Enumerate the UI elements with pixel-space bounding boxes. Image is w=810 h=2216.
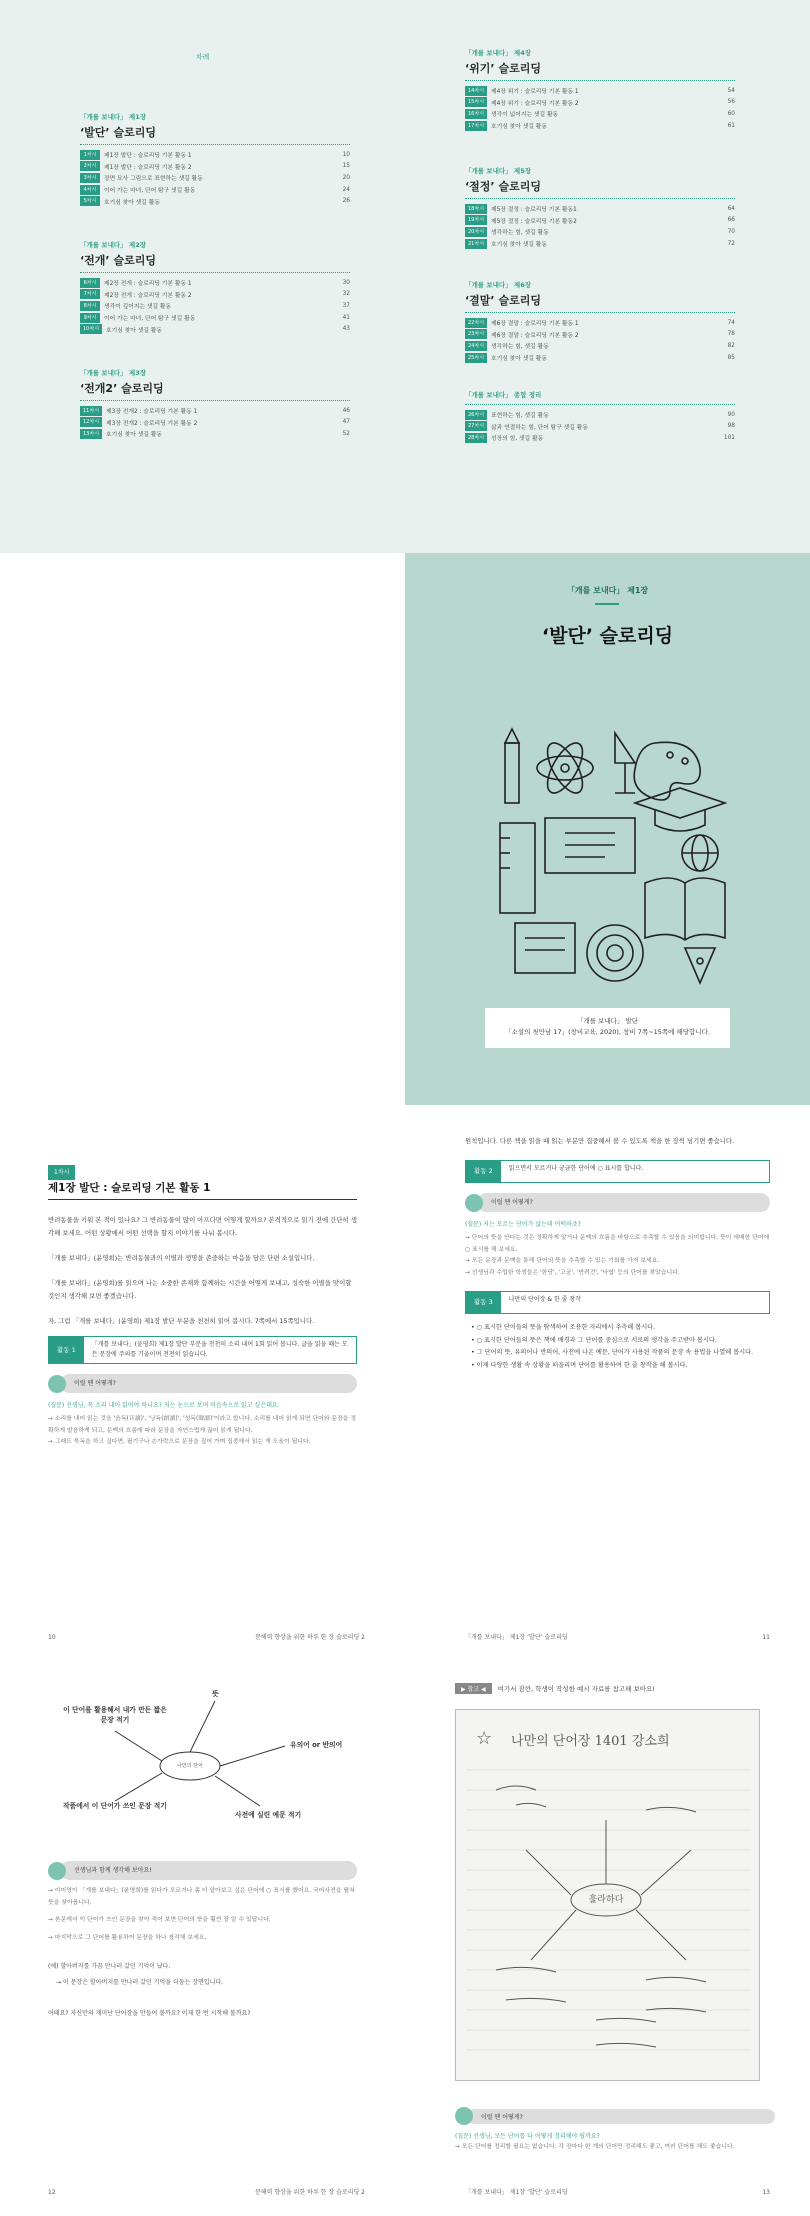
toc-page-number: 47 [342, 419, 350, 426]
toc-chapter-label: 「개를 보내다」 제4장 [465, 49, 532, 57]
globe-icon [682, 835, 718, 871]
bullet-item: • 이제 다양한 생활 속 상황을 떠올리며 단어를 활용하여 한 줄 창작을 해 봅시다. [471, 1361, 688, 1369]
answer: → 단어의 뜻을 안다는 것은 정확하게 알거나 문맥의 흐름을 바탕으로 추측할 수 있음을 의미합니다. 뜻이 애매한 단어에 ○ 표시를 해 보세요. [465, 1235, 770, 1253]
toc-entry-title: 생각이 깊어지는 샛길 활동 [104, 304, 172, 311]
session-tag: 7차시 [80, 289, 100, 299]
page-11 [405, 1105, 810, 1661]
map-node-work-sentence: 작품에서 이 단어가 쓰인 문장 적기 [63, 1802, 167, 1810]
toc-entry[interactable] [465, 203, 735, 215]
toc-page-number: 10 [342, 151, 350, 158]
toc-entry-title: 장면 묘사 그림으로 표현하는 샛길 활동 [104, 176, 203, 183]
toc-page-number: 15 [342, 163, 350, 170]
page-number: 13 [762, 2189, 770, 2196]
toc-entry-title: 제5장 절정 : 슬로리딩 기본 활동2 [491, 218, 577, 225]
tip-bubble [48, 1374, 357, 1393]
toc-page-number: 101 [723, 434, 735, 441]
toc-chapter-title[interactable]: ‘결말’ 슬로리딩 [465, 292, 735, 313]
toc-page-number: 90 [727, 411, 735, 418]
toc-page-number: 37 [342, 302, 350, 309]
toc-chapter-block [465, 390, 735, 444]
session-tag: 14차시 [465, 86, 487, 96]
toc-page-number: 82 [727, 342, 735, 349]
toc-heading: 차례 [195, 53, 210, 61]
chapter-cover-page [405, 553, 810, 1105]
tip-label: 이럴 땐 어떻게? [477, 1193, 770, 1212]
pages-10-11-spread [0, 1105, 810, 1661]
session-tag: 18차시 [465, 204, 487, 214]
toc-entry-title: 제5장 절정 : 슬로리딩 기본 활동1 [491, 207, 577, 214]
page-13 [405, 1661, 810, 2216]
toc-entry[interactable] [80, 184, 350, 196]
answer: → 소리를 내어 읽는 것을 '음독(音讀)', '낭독(朗讀)', '성독(聲讀)'이라고 합니다. 소리를 내어 읽게 되면 단어와 문장을 정확하게 발음하게 되고, 문맥의 흐름에 따라 문장을 자연스럽게 끊어 읽게 됩니다. [48, 1416, 357, 1434]
toc-entry[interactable] [465, 317, 735, 329]
toc-left-page [0, 0, 405, 553]
paragraph: 「개를 보내다」(윤영희)는 반려동물과의 이별과 생명을 존중하는 마음을 담은 단편 소설입니다. [48, 1254, 315, 1262]
activity-label: 활동 2 [466, 1161, 501, 1182]
toc-page-number: 54 [727, 87, 735, 94]
toc-page-number: 20 [342, 174, 350, 181]
closing-question: 어때요? 자신만의 재미난 단어장을 만들어 볼까요? 이제 한 번 시작해 볼까요? [48, 2010, 251, 2017]
cover-divider [595, 603, 619, 605]
paragraph: 원칙입니다. 다른 책을 읽을 때 읽는 부분만 집중해서 볼 수 있도록 책을 한 장씩 넘기면 좋습니다. [465, 1137, 735, 1145]
toc-chapter-title[interactable]: ‘전개2’ 슬로리딩 [80, 380, 350, 401]
toc-chapter-block [465, 166, 735, 249]
toc-entry-title: 이어 가는 마녀, 단어 탐구 샛길 활동 [104, 188, 196, 195]
ruler-icon [500, 823, 535, 913]
toc-page-number: 72 [727, 240, 735, 247]
toc-chapter-label: 「개를 보내다」 제5장 [465, 167, 532, 175]
worksheet-center-word: 훌라하다 [588, 1895, 624, 1905]
character-icon [48, 1862, 66, 1880]
page-10 [0, 1105, 405, 1661]
session-tag: 8차시 [80, 301, 100, 311]
paragraph: 자, 그럼 「개를 보내다」(윤영희) 제1장 발단 부분을 천천히 읽어 봅시다. 7쪽에서 15쪽입니다. [48, 1317, 315, 1325]
toc-page-number: 78 [727, 331, 735, 338]
toc-entry[interactable] [465, 238, 735, 250]
activity-label: 활동 1 [49, 1337, 84, 1363]
lesson-tag: 1차시 [48, 1165, 75, 1180]
answer: → 모든 단어를 정리할 필요는 없습니다. 각 장마다 한 개의 단어만 정리해도 좋고, 여러 단어를 해도 좋습니다. [455, 2144, 735, 2150]
toc-entry[interactable] [80, 405, 350, 417]
toc-entry-title: 이어 가는 마녀, 단어 탐구 샛길 활동 [104, 316, 196, 323]
session-tag: 20차시 [465, 227, 487, 237]
worksheet-title: 나만의 단어장 1401 강소희 [511, 1734, 670, 1749]
toc-page-number: 46 [342, 407, 350, 414]
session-tag: 17차시 [465, 121, 487, 131]
page-number: 10 [48, 1634, 56, 1641]
paragraph: 반려동물을 키워 본 적이 있나요? 그 반려동물이 많이 아프다면 어떻게 할까요? 본격적으로 읽기 전에 간단히 생각해 보세요. 어떤 상황에서 어떤 선택을 할지 이야기를 나눠 봅시다. [48, 1216, 357, 1237]
toc-entry[interactable] [80, 300, 350, 312]
toc-entry[interactable] [80, 289, 350, 301]
running-footer: 「개를 보내다」 제1장 ‘발단’ 슬로리딩 [465, 1634, 568, 1641]
document-icon [515, 923, 575, 973]
toc-page-number: 70 [727, 228, 735, 235]
session-tag: 9차시 [80, 313, 100, 323]
session-tag: 6차시 [80, 278, 100, 288]
toc-chapter-title[interactable] [465, 402, 735, 405]
answer: → 그래도 묵독을 하고 싶다면, 필기구나 손가락으로 문장을 짚어 가며 집중해서 읽는 게 도움이 됩니다. [48, 1439, 311, 1445]
session-tag: 10차시 [80, 324, 102, 334]
toc-entry[interactable] [80, 172, 350, 184]
map-node-meaning: 뜻 [212, 1690, 219, 1698]
toc-entry-title: 생각하는 힘, 샛길 활동 [491, 230, 549, 237]
tip-label: 선생님과 함께 생각해 보아요! [60, 1861, 357, 1880]
tip-bubble [48, 1861, 357, 1880]
toc-entry-title: 제3장 전개2 : 슬로리딩 기본 활동 1 [106, 409, 198, 416]
example: (예) 할아버지를 가끔 만나러 갔던 기억이 났다. [48, 1963, 171, 1970]
question: (질문) 선생님, 꼭 소리 내어 읽어야 하나요? 저는 눈으로 보며 마음속으로 읽고 싶은데요. [48, 1402, 280, 1409]
toc-entry-title: 제1장 발단 : 슬로리딩 기본 활동 2 [104, 164, 192, 171]
bullet-item: • ○ 표시한 단어들의 뜻을 탐색하여 조용한 자리에서 추측해 봅시다. [471, 1324, 656, 1331]
pages-12-13-spread [0, 1661, 810, 2216]
session-tag: 24차시 [465, 341, 487, 351]
session-tag: 12차시 [80, 417, 102, 427]
toc-entry[interactable] [80, 277, 350, 289]
reference-text: 여기서 잠깐, 학생이 작성한 예시 자료를 참고해 보아요! [497, 1685, 655, 1693]
toc-entry-title: 성장의 힘, 샛길 활동 [491, 436, 544, 443]
toc-entry[interactable] [80, 428, 350, 440]
answer: → 모든 문장과 문맥을 통해 단어의 뜻을 추측할 수 있는 기회를 가져 보세요. [465, 1258, 660, 1264]
toc-entry-title: 삶과 연결하는 힘, 단어 탐구 샛길 활동 [491, 424, 588, 431]
toc-entry-title: 제4장 위기 : 슬로리딩 기본 활동 2 [491, 100, 579, 107]
tip-label: 이럴 땐 어떻게? [467, 2109, 775, 2124]
student-worksheet-photo [455, 1709, 760, 2081]
toc-page-number: 61 [727, 122, 735, 129]
toc-page-number: 64 [727, 205, 735, 212]
maze-icon [587, 925, 643, 981]
toc-entry-title: 제2장 전개 : 슬로리딩 기본 활동 1 [104, 281, 192, 288]
toc-entry-title: 생각이 넓어지는 샛길 활동 [491, 112, 559, 119]
session-tag: 25차시 [465, 353, 487, 363]
toc-entry[interactable] [465, 97, 735, 109]
session-tag: 1차시 [80, 150, 100, 160]
cover-source-line2: 「소설의 첫만남 17」(창비교육, 2020), 창비 7쪽∼15쪽에 해당합니다. [505, 1028, 710, 1036]
toc-chapter-label: 「개를 보내다」 종합 정리 [465, 391, 542, 399]
toc-page-number: 24 [342, 186, 350, 193]
session-tag: 13차시 [80, 429, 102, 439]
session-tag: 27차시 [465, 421, 487, 431]
toc-page-number: 43 [342, 326, 350, 333]
session-tag: 22차시 [465, 318, 487, 328]
bullet-list [471, 1322, 770, 1372]
toc-entry-title: 생각하는 힘, 샛길 활동 [491, 344, 549, 351]
toc-entry-title: 제3장 전개2 : 슬로리딩 기본 활동 2 [106, 420, 198, 427]
toc-chapter-block [80, 240, 350, 335]
toc-page-number: 66 [727, 217, 735, 224]
tip-label: 이럴 땐 어떻게? [60, 1374, 357, 1393]
map-node-synonym: 유의어 or 반의어 [290, 1741, 343, 1749]
toc-chapter-title[interactable]: ‘위기’ 슬로리딩 [465, 60, 735, 81]
explanation: → 마지막으로 그 단어를 활용하여 문장을 하나 창작해 보세요. [48, 1934, 207, 1941]
toc-page-number: 60 [727, 110, 735, 117]
cover-title: ‘발단’ 슬로리딩 [541, 625, 674, 647]
session-tag: 15차시 [465, 97, 487, 107]
toc-entry[interactable] [465, 215, 735, 227]
session-tag: 5차시 [80, 196, 100, 206]
toc-chapter-title[interactable]: ‘발단’ 슬로리딩 [80, 124, 350, 145]
cover-source-line1: 「개를 보내다」 발단 [576, 1017, 639, 1025]
toc-chapter-label: 「개를 보내다」 제3장 [80, 369, 147, 377]
pencil-icon [505, 729, 519, 803]
toc-entry-title: 제6장 결말 : 슬로리딩 기본 활동 1 [491, 321, 579, 328]
session-tag: 23차시 [465, 329, 487, 339]
toc-entry[interactable] [80, 312, 350, 324]
toc-chapter-label: 「개를 보내다」 제1장 [80, 113, 147, 121]
toc-entry[interactable] [465, 226, 735, 238]
toc-page-number: 98 [727, 423, 735, 430]
toc-entry[interactable] [465, 352, 735, 364]
toc-chapter-block [465, 280, 735, 363]
toc-entry-title: 호기심 찾아 샛길 활동 [491, 356, 547, 363]
toc-chapter-label: 「개를 보내다」 제2장 [80, 241, 147, 249]
cover-source-box [485, 1008, 730, 1048]
star-icon: ☆ [476, 1728, 493, 1749]
toc-entry[interactable] [80, 417, 350, 429]
session-tag: 4차시 [80, 185, 100, 195]
toc-chapter-block [465, 48, 735, 131]
character-icon [48, 1375, 66, 1393]
toc-page-number: 32 [342, 291, 350, 298]
character-icon [465, 1194, 483, 1212]
session-tag: 11차시 [80, 406, 102, 416]
toc-right-page [405, 0, 810, 553]
session-tag: 26차시 [465, 410, 487, 420]
toc-chapter-title[interactable]: ‘절정’ 슬로리딩 [465, 178, 735, 199]
session-tag: 28차시 [465, 433, 487, 443]
session-tag: 3차시 [80, 173, 100, 183]
paragraph: 「개를 보내다」(윤영희)를 읽으며 나는 소중한 존재와 함께하는 시간을 어떻게 보내고, 성숙한 이별을 맞이할 것인지 생각해 보면 좋겠습니다. [48, 1279, 352, 1300]
activity-text: 읽으면서 모르거나 궁금한 단어에 ○ 표시를 합니다. [508, 1165, 644, 1172]
toc-entry-title: 표현하는 힘, 샛길 활동 [491, 413, 549, 420]
map-center-label: 나만의 단어 [177, 1763, 203, 1769]
tip-bubble [455, 2107, 775, 2125]
explanation: → 본문에서 이 단어가 쓰인 문장을 찾아 적어 보면 단어의 뜻을 훨씬 잘 알 수 있답니다. [48, 1917, 271, 1923]
toc-spread [0, 0, 810, 553]
activity-box [465, 1291, 770, 1314]
toc-entry[interactable] [465, 329, 735, 341]
toc-entry[interactable] [465, 108, 735, 120]
toc-entry[interactable] [465, 340, 735, 352]
page-12 [0, 1661, 405, 2216]
toc-entry-title: 호기심 찾아 샛길 활동 [491, 124, 547, 131]
open-book-icon [645, 878, 725, 940]
activity-box [48, 1336, 357, 1364]
page-number: 12 [48, 2189, 56, 2196]
session-tag: 2차시 [80, 161, 100, 171]
map-node-own-sentence: 이 단어를 활용해서 내가 만든 짧은 문장 적기 [63, 1706, 167, 1724]
toc-entry[interactable] [465, 120, 735, 132]
question: (질문) 선생님, 모든 단어를 다 어떻게 정리해야 될까요? [455, 2133, 600, 2140]
toc-entry[interactable] [80, 149, 350, 161]
toc-page-number: 26 [342, 198, 350, 205]
toc-page-number: 56 [727, 99, 735, 106]
reference-note [455, 1683, 655, 1694]
graduation-cap-icon [635, 788, 725, 831]
toc-entry-title: 호기심 찾아 샛길 활동 [106, 327, 162, 334]
lamp-icon [615, 733, 635, 793]
chapter-cover-spread [0, 553, 810, 1105]
cover-chapter-label: 「개를 보내다」 제1장 [566, 586, 649, 595]
map-node-dictionary: 사전에 실린 예문 적기 [235, 1811, 302, 1819]
toc-entry[interactable] [465, 432, 735, 444]
toc-entry-title: 호기심 찾아 샛길 활동 [106, 432, 162, 439]
running-footer: 「개를 보내다」 제1장 ‘발단’ 슬로리딩 [465, 2189, 568, 2196]
toc-entry[interactable] [465, 85, 735, 97]
bullet-item: • 그 단어의 뜻, 유의어나 반의어, 사전에 나온 예문, 단어가 사용된 작품의 문장 속 용법을 나열해 봅시다. [471, 1349, 754, 1356]
toc-chapter-block [80, 368, 350, 440]
blank-page [0, 553, 405, 1105]
running-footer: 문해력 향상을 위한 하루 한 장 슬로리딩 2 [255, 1634, 365, 1641]
toc-page-number: 52 [342, 430, 350, 437]
toc-chapter-label: 「개를 보내다」 제6장 [465, 281, 532, 289]
toc-entry[interactable] [80, 195, 350, 207]
toc-chapter-title[interactable]: ‘전개’ 슬로리딩 [80, 252, 350, 273]
atom-icon [537, 738, 593, 798]
session-tag: 16차시 [465, 109, 487, 119]
toc-entry-title: 제1장 발단 : 슬로리딩 기본 활동 1 [104, 153, 192, 160]
toc-page-number: 41 [342, 314, 350, 321]
activity-box [465, 1160, 770, 1183]
explanation: → 이미영이 「개를 보내다」(윤영희)를 읽다가 모르거나 좀 더 알아보고 싶은 단어에 ○ 표시를 했어요. 국어사전을 펼쳐 뜻을 찾아봅니다. [48, 1888, 355, 1906]
toc-entry-title: 제4장 위기 : 슬로리딩 기본 활동 1 [491, 89, 579, 96]
toc-page-number: 74 [727, 319, 735, 326]
cover-illustration [485, 723, 735, 993]
running-footer: 문해력 향상을 위한 하루 한 장 슬로리딩 2 [255, 2189, 365, 2196]
toc-entry[interactable] [80, 323, 350, 335]
toc-entry-title: 제6장 결말 : 슬로리딩 기본 활동 2 [491, 332, 579, 339]
toc-entry-title: 호기심 찾아 샛길 활동 [104, 199, 160, 206]
toc-entry[interactable] [80, 161, 350, 173]
reference-tag: ▶ 참고 ◀ [455, 1683, 492, 1694]
checklist-icon [545, 818, 635, 873]
toc-chapter-block [80, 112, 350, 207]
toc-page-number: 30 [342, 279, 350, 286]
session-tag: 21차시 [465, 239, 487, 249]
toc-entry[interactable] [465, 409, 735, 421]
session-tag: 19차시 [465, 215, 487, 225]
question: (질문) 저는 모르는 단어가 없는데 어떡하죠? [465, 1221, 581, 1228]
toc-page-number: 85 [727, 354, 735, 361]
toc-entry-title: 호기심 찾아 샛길 활동 [491, 242, 547, 249]
tip-bubble [465, 1193, 770, 1212]
activity-text: 「개를 보내다」(윤영희) 제1장 발단 부분을 천천히 소리 내어 1회 읽어 봅니다. 글을 읽을 때는 모든 문장에 주의를 기울이며 천천히 읽습니다. [91, 1341, 348, 1358]
toc-entry-title: 제2장 전개 : 슬로리딩 기본 활동 2 [104, 292, 192, 299]
character-icon [455, 2107, 473, 2125]
activity-label: 활동 3 [466, 1292, 501, 1313]
activity-text: 나만의 단어장 & 한 줄 창작 [508, 1296, 581, 1303]
pen-nib-icon [685, 948, 715, 983]
lesson-title: 제1장 발단 : 슬로리딩 기본 활동 1 [48, 1180, 357, 1200]
bullet-item: • ○ 표시한 단어들의 뜻은 책에 배경과 그 단어를 중심으로 서로의 생각을 주고받아 봅시다. [471, 1336, 717, 1344]
page-number: 11 [762, 1634, 770, 1641]
toc-entry[interactable] [465, 421, 735, 433]
answer: → 선생님과 수업한 학생들은 '한당', '고궁', '반려견', '낙엽' 등의 단어를 찾았습니다. [465, 1269, 680, 1276]
example-sub: → 이 문장은 할아버지를 만나러 갔던 기억을 더듬는 장면입니다. [56, 1979, 224, 1986]
